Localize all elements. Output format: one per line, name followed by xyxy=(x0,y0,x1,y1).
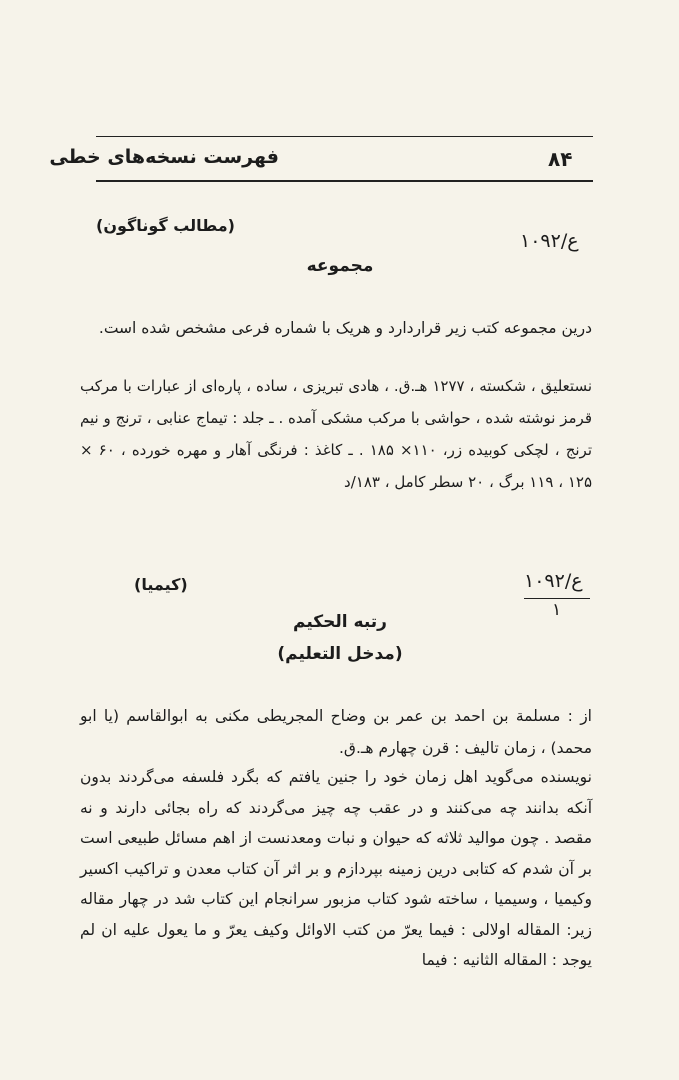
entry1-subject: (مطالب گوناگون) xyxy=(96,216,235,235)
entry2-shelf-sub: ۱ xyxy=(552,600,562,620)
entry2-title: رتبه الحکیم xyxy=(293,612,387,632)
entry2-author: از : مسلمة بن احمد بن عمر بن وضاح المجریطی مکنی به ابوالقاسم (یا ابو محمد) ، زمان تالیف : قرن چهارم هـ.ق. xyxy=(80,707,592,757)
entry1-title: مجموعه xyxy=(306,256,374,276)
entry2-shelf-mark: ع/۱۰۹۲ xyxy=(524,570,583,592)
shelf-mark-fraction-line xyxy=(524,598,590,599)
page-number: ۸۴ xyxy=(548,147,573,171)
entry2-subject: (کیمیا) xyxy=(134,575,188,594)
running-title: فهرست نسخه‌های خطی xyxy=(49,146,279,168)
entry1-shelf-mark: ع/۱۰۹۲ xyxy=(520,230,579,252)
entry1-description: نستعلیق ، شکسته ، ۱۲۷۷ هـ.ق. ، هادی تبریزی ، ساده ، پاره‌ای از عبارات با مرکب قرمز نوشته شده ، حواشی با مرکب مشکی آمده . ـ جلد : تیماج عنابی ، ترنج و نیم ترنج ، لچکی کوبیده زر، ۱۱۰× ۱۸۵ . ـ کاغذ : فرنگی آهار و مهره خورده ، ۶۰ × ۱۲۵ ، ۱۱۹ برگ ، ۲۰ سطر کامل ، ۱۸۳/د xyxy=(80,377,593,491)
header-rule-bottom xyxy=(96,180,593,182)
entry2-body: نویسنده می‌گوید اهل زمان خود را جنین یافتم که بگرد فلسفه می‌گردند بدون آنکه بدانند چه می‌کنند و در عقب چه چیز می‌گردند که راه بجائی دارند و نه مقصد . چون موالید ثلاثه که حیوان و نبات ومعدنست از اهم مسائل طبیعی است بر آن شدم که کتابی درین زمینه بپردازم و بر اثر آن کتاب معدن و تراکیب اکسیر وکیمیا ، وسیمیا ، ساخته شود کتاب مزبور سرانجام این کتاب شد در چهار مقاله زیر: المقاله اولالی : فیما یعرّ من کتب الاوائل وکیف یعرّ و ما یعول علیه ان لم یوجد : المقاله الثانیه : فیما xyxy=(80,768,592,969)
entry1-intro: درین مجموعه کتب زیر قراردارد و هریک با شماره فرعی مشخص شده است. xyxy=(98,319,592,337)
header-rule-top xyxy=(96,136,593,137)
entry2-subtitle: (مدخل التعلیم) xyxy=(277,644,403,664)
